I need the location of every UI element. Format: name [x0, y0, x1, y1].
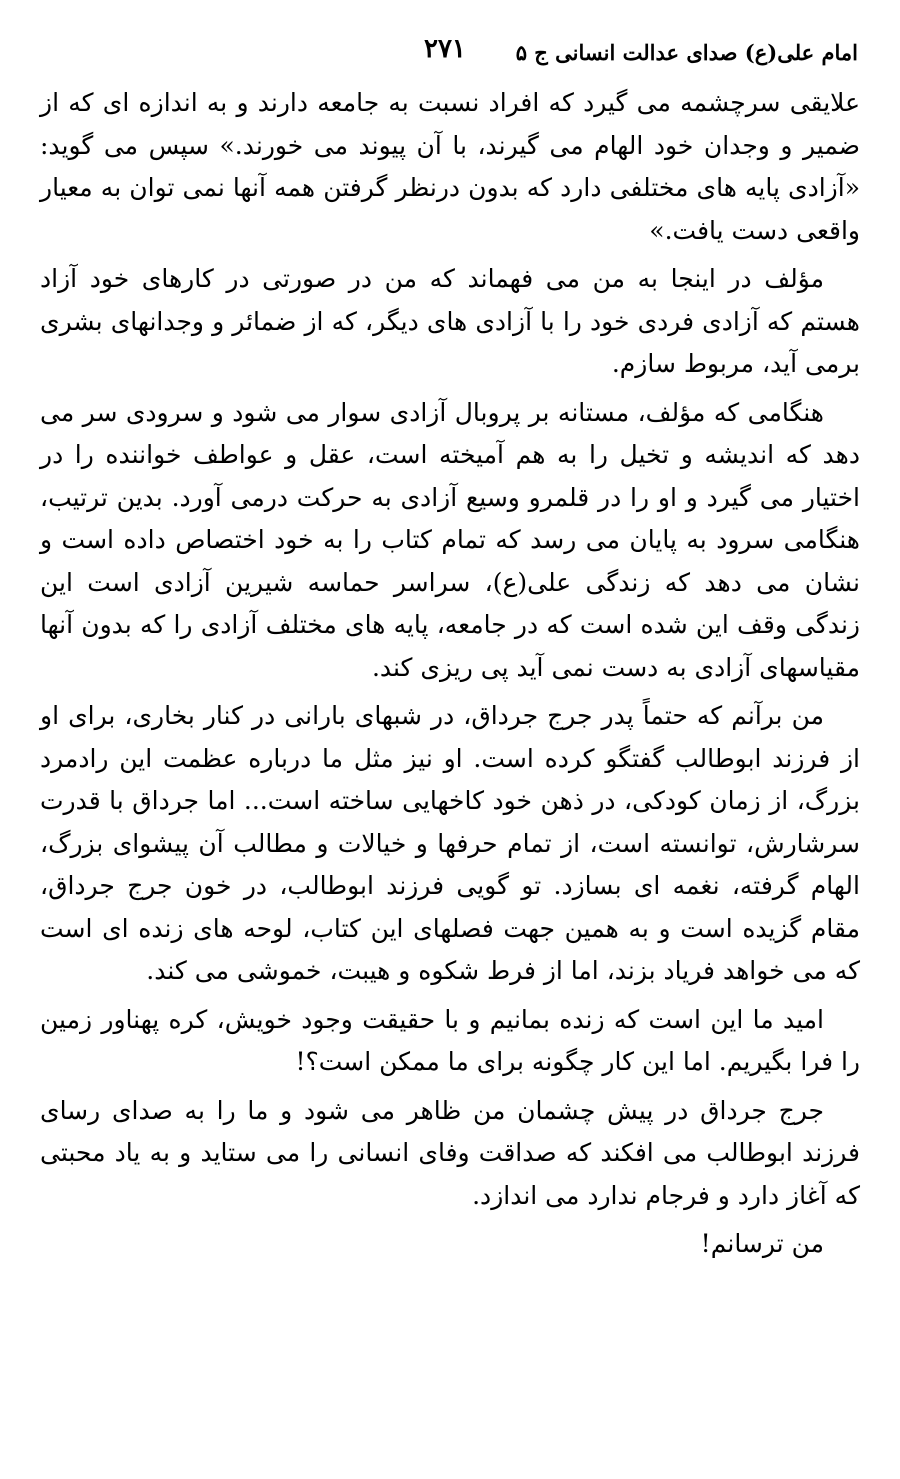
- paragraph-3: هنگامی که مؤلف، مستانه بر پروبال آزادی سوار می شود و سرودی سر می دهد که اندیشه و تخیل را به هم آمیخته است، عقل و عواطف خواننده را در اختیار می گیرد و او را در قلمرو وسیع آزادی به حرکت درمی آورد. بدین ترتیب، هنگامی سرود به پایان می رسد که تمام کتاب را به خود اختصاص داده است و نشان می دهد که زندگی علی(ع)، سراسر حماسه شیرین آزادی است این زندگی وقف این شده است که در جامعه، پایه های مختلف آزادی را که بدون آنها مقیاسهای آزادی به دست نمی آید پی ریزی کند.: [40, 397, 860, 682]
- page-header: [40, 30, 860, 82]
- paragraph-5: امید ما این است که زنده بمانیم و با حقیقت وجود خویش، کره پهناور زمین را فرا بگیریم. اما این کار چگونه برای ما ممکن است؟!: [40, 1004, 860, 1076]
- paragraph-1: علایقی سرچشمه می گیرد که افراد نسبت به جامعه دارند و به اندازه ای که از ضمیر و وجدان خود الهام می گیرند، با آن پیوند می خورند.» سپس می گوید: «آزادی پایه های مختلفی دارد که بدون درنظر گرفتن همه آنها نمی توان به معیار واقعی دست یافت.»: [40, 88, 860, 245]
- running-title: امام علی(ع) صدای عدالت انسانی ج ۵: [515, 40, 858, 65]
- page-number: ۲۷۱: [424, 34, 466, 64]
- paragraph-7: من ترسانم!: [700, 1229, 824, 1258]
- paragraph-6: جرج جرداق در پیش چشمان من ظاهر می شود و ما را به صدای رسای فرزند ابوطالب می افکند که صداقت وفای انسانی را می ستاید و به یاد محبتی که آغاز دارد و فرجام ندارد می اندازد.: [40, 1095, 860, 1210]
- body-text: [40, 82, 860, 1266]
- paragraph-4: من برآنم که حتماً پدر جرج جرداق، در شبهای بارانی در کنار بخاری، برای او از فرزند ابوطالب گفتگو کرده است. او نیز مثل ما درباره عظمت این رادمرد بزرگ، از زمان کودکی، در ذهن خود کاخهایی ساخته است... اما جرداق با قدرت سرشارش، توانسته است، از تمام حرفها و خیالات و مطالب آن پیشوای بزرگ، الهام گرفته، نغمه ای بسازد. تو گویی فرزند ابوطالب، در خون جرج جرداق، مقام گزیده است و به همین جهت فصلهای این کتاب، لوحه های زنده ای است که می خواهد فریاد بزند، اما از فرط شکوه و هیبت، خموشی می کند.: [40, 701, 860, 985]
- paragraph-2: مؤلف در اینجا به من می فهماند که من در صورتی در کارهای خود آزاد هستم که آزادی فردی خود را با آزادی های دیگر، که از ضمائر و وجدانهای بشری برمی آید، مربوط سازم.: [40, 264, 860, 378]
- document-page: [40, 30, 860, 1460]
